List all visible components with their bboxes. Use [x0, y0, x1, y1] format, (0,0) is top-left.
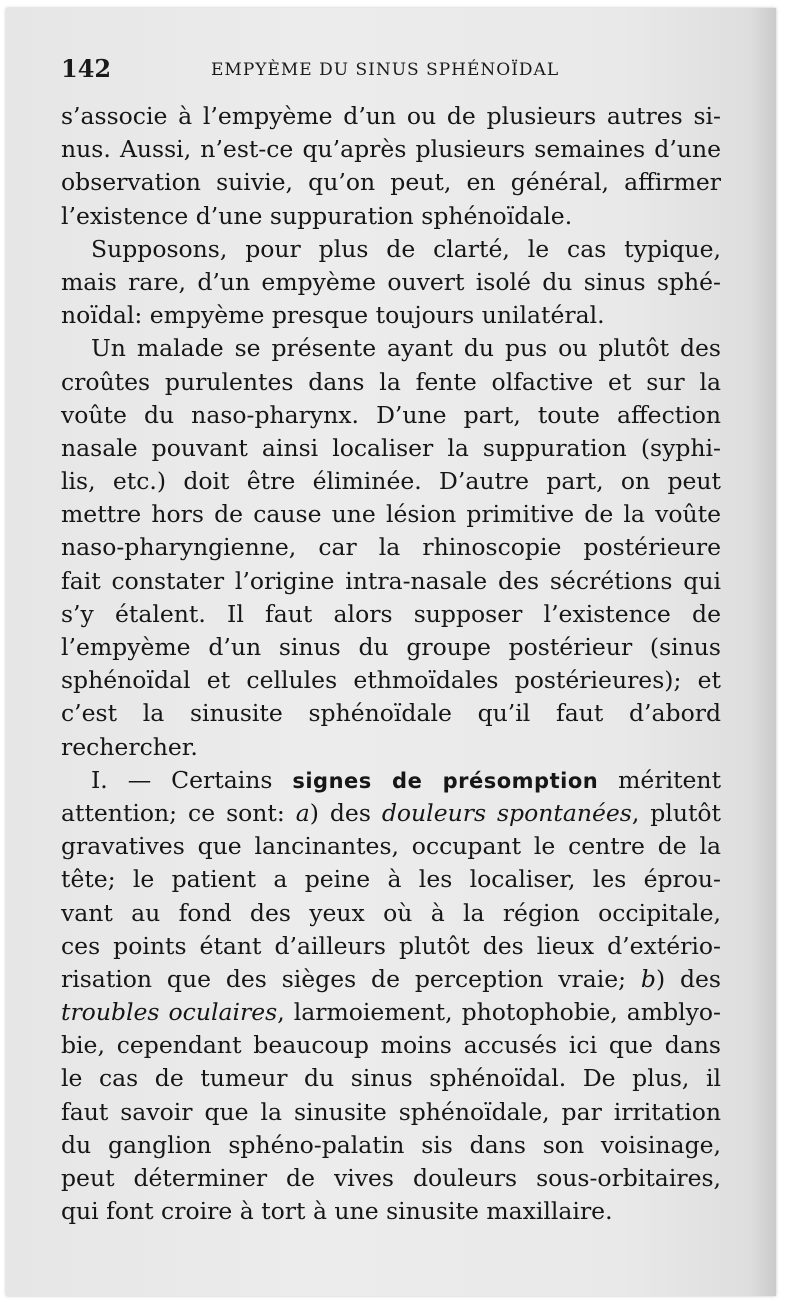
text-line: bie, cependant beaucoup moins accusés ici que dans — [61, 1031, 721, 1060]
text-run: ) des — [309, 798, 382, 827]
text-line — [61, 797, 721, 830]
text-line: qui font croire à tort à une sinusite maxillaire. — [61, 1197, 613, 1226]
text-line: observation suivie, qu’on peut, en général, affirmer — [61, 168, 721, 197]
text-run: risation que des sièges de perception vraie; — [61, 964, 641, 993]
text-run: ) des — [655, 964, 721, 993]
text-line: c’est la sinusite sphénoïdale qu’il faut d’abord — [61, 699, 721, 728]
text-line: faut savoir que la sinusite sphénoïdale, par irritation — [61, 1097, 721, 1126]
text-line: rechercher. — [61, 732, 198, 761]
body-text — [61, 100, 721, 1228]
text-line: fait constater l’origine intra-nasale des sécrétions qui — [61, 566, 721, 595]
bold-term: signes de présomption — [292, 768, 599, 793]
text-line: s’y étalent. Il faut alors supposer l’existence de — [61, 599, 721, 628]
text-line: vant au fond des yeux où à la région occipitale, — [61, 898, 721, 927]
text-line: nasale pouvant ainsi localiser la suppuration (syphi- — [61, 433, 721, 462]
page-number: 142 — [61, 54, 112, 83]
text-run: attention; ce sont: — [61, 798, 296, 827]
text-line — [61, 764, 721, 797]
text-run: , plutôt — [631, 798, 721, 827]
text-run: I. — Certains — [91, 765, 293, 794]
text-line: croûtes purulentes dans la fente olfactive et sur la — [61, 367, 721, 396]
text-line: mais rare, d’un empyème ouvert isolé du sinus sphé- — [61, 267, 721, 296]
text-line: Supposons, pour plus de clarté, le cas typique, — [91, 234, 721, 263]
text-line: naso-pharyngienne, car la rhinoscopie postérieure — [61, 533, 721, 562]
text-line: Un malade se présente ayant du pus ou plutôt des — [91, 334, 721, 363]
italic-term: troubles oculaires — [61, 998, 278, 1027]
running-head: EMPYÈME DU SINUS SPHÉNOÏDAL — [211, 60, 560, 80]
text-line: ces points étant d’ailleurs plutôt des lieux d’extério- — [61, 931, 721, 960]
text-line — [61, 963, 721, 996]
text-line: peut déterminer de vives douleurs sous-orbitaires, — [61, 1164, 721, 1192]
text-line — [61, 996, 721, 1029]
text-line: l’existence d’une suppuration sphénoïdale. — [61, 201, 573, 230]
italic-letter: b — [640, 964, 656, 993]
text-line: gravatives que lancinantes, occupant le centre de la — [61, 832, 721, 861]
text-line: le cas de tumeur du sinus sphénoïdal. De plus, il — [61, 1064, 721, 1093]
text-line: s’associe à l’empyème d’un ou de plusieurs autres si- — [61, 102, 721, 130]
page-edge-shadow — [748, 8, 776, 1296]
italic-letter: a — [295, 798, 310, 827]
text-line: sphénoïdal et cellules ethmoïdales postérieures); et — [61, 666, 721, 695]
text-run: méritent — [598, 765, 722, 794]
text-run: , larmoiement, photophobie, amblyo- — [277, 998, 721, 1027]
text-line: nus. Aussi, n’est-ce qu’après plusieurs semaines d’une — [61, 135, 721, 164]
page-header — [61, 54, 711, 86]
text-line: noïdal: empyème presque toujours unilatéral. — [61, 301, 605, 330]
text-line: tête; le patient a peine à les localiser, les éprou- — [61, 865, 721, 894]
text-line: du ganglion sphéno-palatin sis dans son voisinage, — [61, 1130, 721, 1159]
book-page — [6, 8, 776, 1296]
text-line: l’empyème d’un sinus du groupe postérieur (sinus — [61, 633, 721, 661]
italic-term: douleurs spontanées — [381, 798, 632, 827]
text-line: voûte du naso-pharynx. D’une part, toute affection — [61, 400, 721, 429]
text-line: lis, etc.) doit être éliminée. D’autre part, on peut — [61, 467, 721, 496]
text-line: mettre hors de cause une lésion primitive de la voûte — [61, 500, 721, 529]
